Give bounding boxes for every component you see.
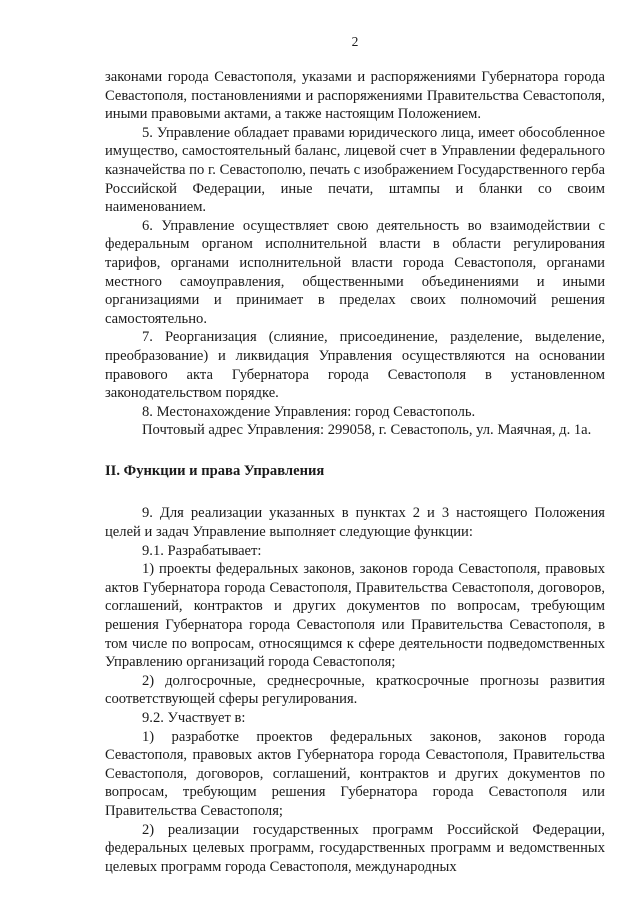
section-title: II. Функции и права Управления: [105, 462, 325, 479]
paragraph-9: 9. Для реализации указанных в пунктах 2 и 3 настоящего Положения целей и задач Управление выполняет следующие функции:: [105, 505, 605, 541]
paragraph-9-2-item-2: 2) реализации государственных программ Российской Федерации, федеральных целевых программ, государственных программ и ведомственных целевых программ города Севастополя, международных: [105, 821, 605, 875]
paragraph-9-2-item-1: 1) разработке проектов федеральных законов, законов города Севастополя, правовых актов Губернатора города Севастополя, Правительства Севастополя, договоров, соглашений, контрактов и других документов по вопросам, требующим решения Губернатора города Севастополя или Правительства Севастополя;: [105, 728, 605, 819]
paragraph-postal-address: Почтовый адрес Управления: 299058, г. Севастополь, ул. Маячная, д. 1а.: [142, 422, 592, 439]
paragraph-7: 7. Реорганизация (слияние, присоединение, разделение, выделение, преобразование) и ликвидация Управления осуществляются на основании правового акта Губернатора города Севастополя в установленном законодательством порядке.: [105, 329, 605, 402]
paragraph-continuation: законами города Севастополя, указами и распоряжениями Губернатора города Севастополя, постановлениями и распоряжениями Правительства Севастополя, иными правовыми актами, а также настоящим Положением.: [105, 69, 605, 123]
page-number: 2: [351, 34, 359, 49]
paragraph-9-1: 9.1. Разрабатывает:: [142, 542, 262, 559]
paragraph-9-1-item-1: 1) проекты федеральных законов, законов города Севастополя, правовых актов Губернатора города Севастополя, Правительства Севастополя, договоров, соглашений, контрактов и других документов по вопросам, требующим решения Губернатора города Севастополя или Правительства Севастополя, в том числе по вопросам, относящимся к сфере деятельности подведомственных Управлению организаций города Севастополя;: [105, 561, 605, 671]
paragraph-5: 5. Управление обладает правами юридического лица, имеет обособленное имущество, самостоятельный баланс, лицевой счет в Управлении федерального казначейства по г. Севастополю, печать с изображением Государственного герба Российской Федерации, иные печати, штампы и бланки со своим наименованием.: [105, 124, 605, 216]
paragraph-6: 6. Управление осуществляет свою деятельность во взаимодействии с федеральным органом исполнительной власти в области регулирования тарифов, органами исполнительной власти города Севастополя, органами местного самоуправления, общественными объединениями и иными организациями и принимает в пределах своих полномочий решения самостоятельно.: [105, 217, 605, 327]
document-page: [105, 34, 605, 876]
paragraph-8: 8. Местонахождение Управления: город Севастополь.: [142, 403, 476, 420]
paragraph-9-1-item-2: 2) долгосрочные, среднесрочные, краткосрочные прогнозы развития соответствующей сферы регулирования.: [105, 672, 605, 708]
paragraph-9-2: 9.2. Участвует в:: [142, 710, 246, 726]
